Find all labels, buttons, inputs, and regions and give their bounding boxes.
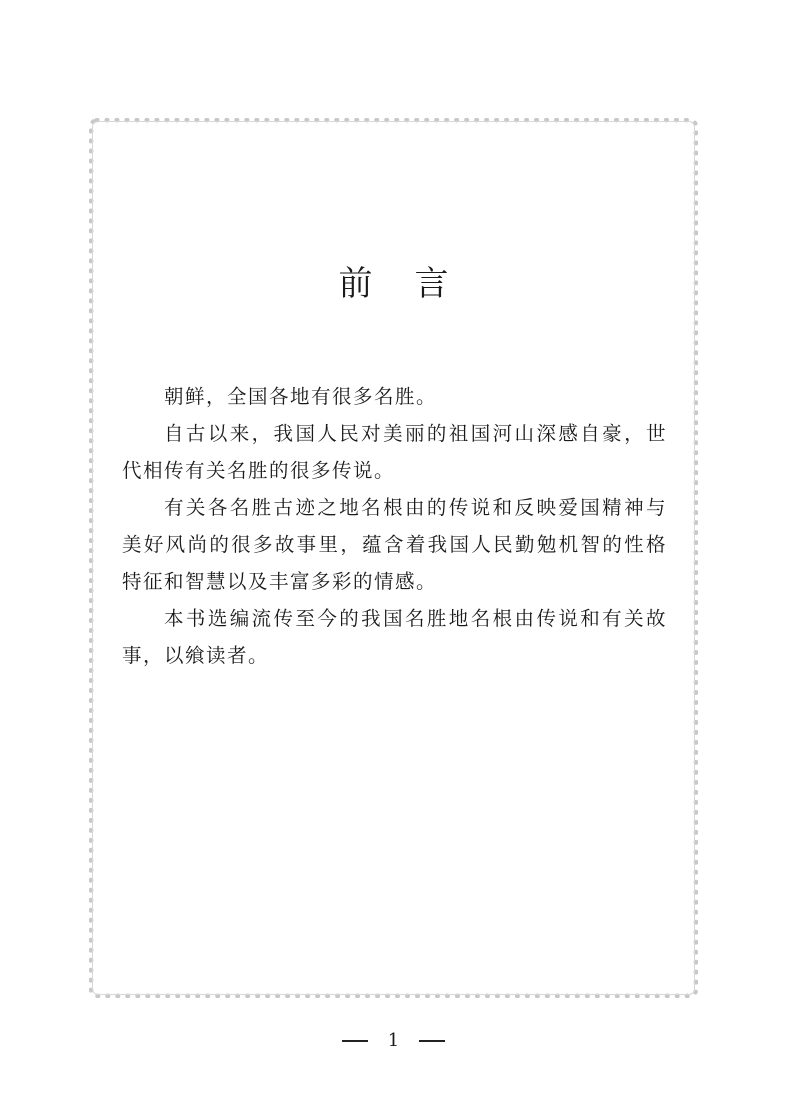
- paragraph-2: 自古以来，我国人民对美丽的祖国河山深感自豪，世代相传有关名胜的很多传说。: [122, 422, 667, 482]
- preface-body: [122, 378, 667, 674]
- paragraph-1: 朝鲜，全国各地有很多名胜。: [164, 385, 438, 408]
- page-number: 1: [387, 1030, 400, 1051]
- footer-dash-left: [342, 1040, 368, 1042]
- page-title: 前言: [338, 264, 491, 304]
- footer-dash-right: [419, 1040, 445, 1042]
- paragraph-3: 有关各名胜古迹之地名根由的传说和反映爱国精神与美好风尚的很多故事里，蕴含着我国人民勤勉机智的性格特征和智慧以及丰富多彩的情感。: [122, 496, 667, 593]
- paragraph-4: 本书选编流传至今的我国名胜地名根由传说和有关故事，以飨读者。: [122, 607, 667, 667]
- page-footer: [0, 1028, 787, 1054]
